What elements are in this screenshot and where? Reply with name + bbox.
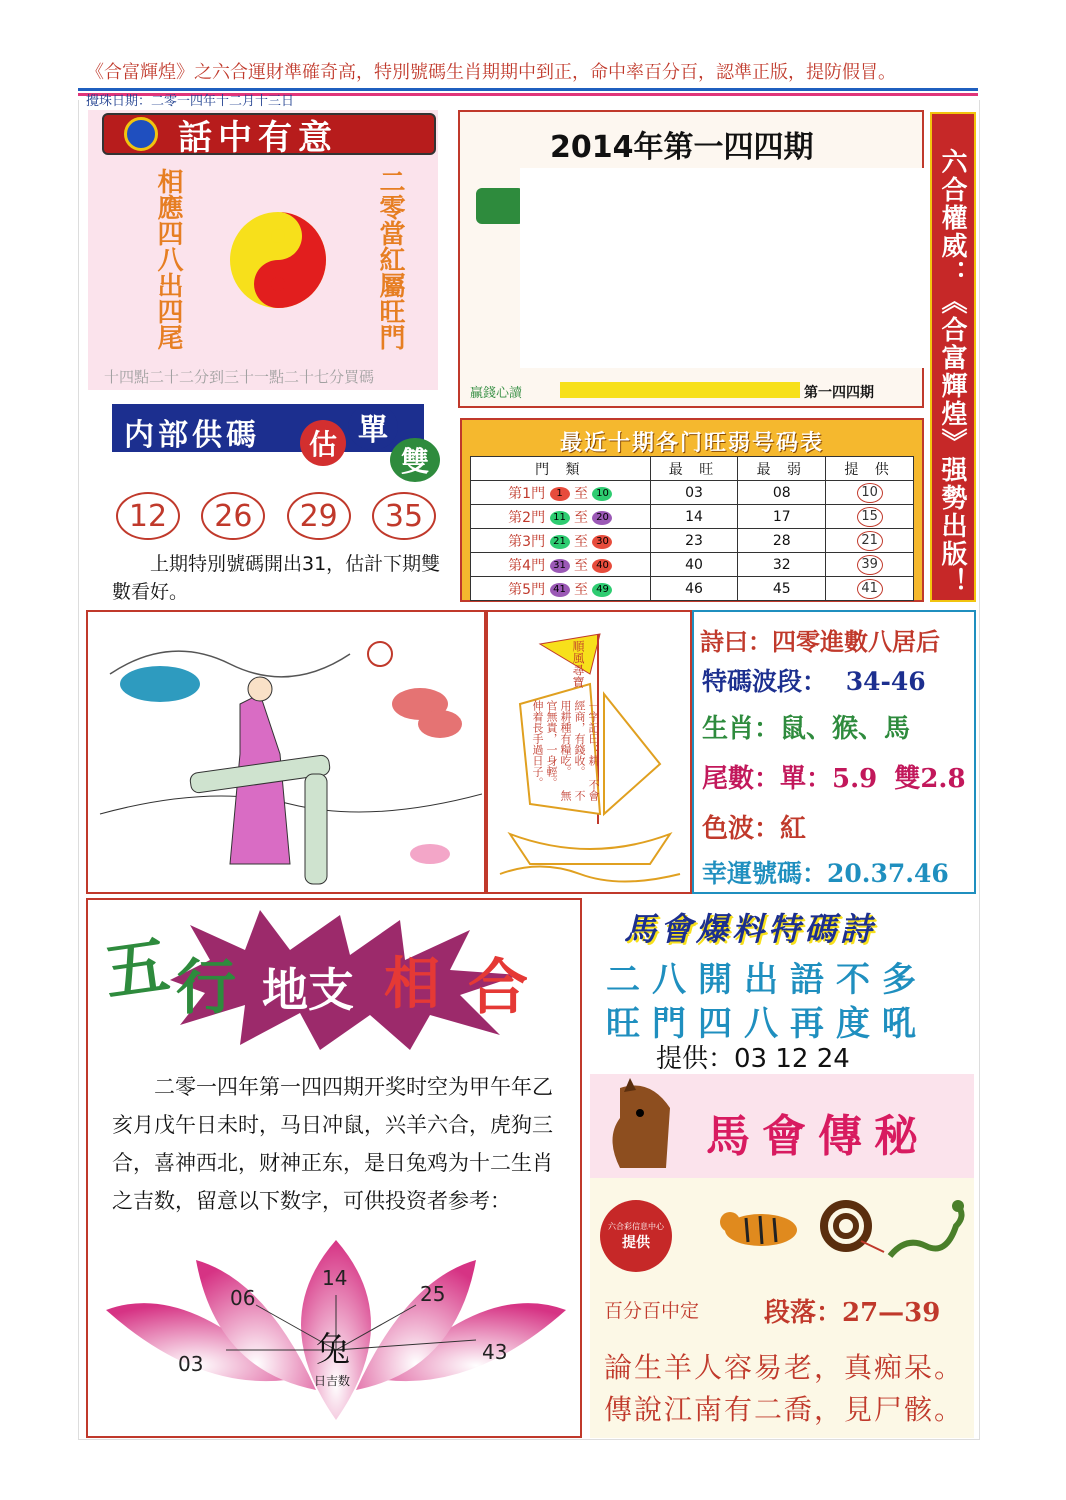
range-to-badge: 49	[592, 583, 612, 597]
range-sep: 至	[574, 581, 588, 598]
cold-cell: 17	[738, 505, 826, 529]
door-label-cell	[471, 481, 651, 505]
badge-double: 雙	[390, 438, 440, 482]
wuxing-title-1: 五	[99, 927, 174, 1012]
hot-cell: 40	[650, 553, 738, 577]
wuxing-body: 二零一四年第一四四期开奖时空为甲午年乙亥月戊午日未时，马日冲鼠，兴羊六合，虎狗三合，喜神西北，财神正东，是日兔鸡为十二生肖之吉数，留意以下数字，可供投资者参考：	[112, 1075, 553, 1213]
zodiac-row	[702, 708, 910, 745]
door-label-cell	[471, 577, 651, 601]
tail-double: 雙2.8	[894, 764, 966, 794]
range-sep: 至	[574, 509, 588, 526]
col-header: 門 類	[471, 457, 651, 481]
draw-date: 攪珠日期：二零一四年十二月十三日	[86, 94, 295, 109]
riddle-left-line: 相應四八出四尾	[153, 168, 183, 350]
lucky-row	[702, 854, 949, 890]
band-value: 34-46	[845, 667, 926, 696]
door-label-cell	[471, 505, 651, 529]
sail-flag: 順風尋寶	[571, 640, 585, 688]
pick-value: 10	[857, 483, 883, 503]
riddle-right-line: 二零當紅屬旺門	[375, 168, 405, 350]
tail-single: 單：5.9	[780, 764, 878, 794]
sure-text: 百分百中定	[604, 1300, 700, 1322]
horse-secret-title: 馬會傳秘	[706, 1111, 930, 1162]
door-label: 第5門	[508, 581, 546, 598]
band-row	[702, 662, 926, 698]
band-label: 特碼波段：	[702, 667, 828, 696]
table-row	[471, 577, 914, 601]
poem-line: 詩曰：四零進數八居后	[700, 627, 940, 656]
pick-value: 41	[857, 579, 883, 599]
horse-head-icon	[600, 1078, 676, 1174]
range-to-badge: 40	[592, 559, 612, 573]
horse-poem-title: 馬會爆料特碼詩	[624, 910, 877, 948]
internal-note: 上期特別號碼開出31，估計下期雙數看好。	[112, 553, 441, 603]
riddle-title: 話中有意	[178, 117, 338, 158]
badge-guess: 估	[300, 420, 346, 466]
masthead-win-label: 贏錢心讀	[470, 386, 523, 401]
range-to-badge: 10	[592, 487, 612, 501]
door-label-cell	[471, 553, 651, 577]
color-row	[702, 808, 806, 845]
cold-cell: 45	[738, 577, 826, 601]
tail-label: 尾數：	[702, 764, 781, 794]
internal-number: 29	[287, 492, 351, 540]
seal-stamp	[600, 1200, 672, 1272]
col-header: 最 弱	[738, 457, 826, 481]
horse-poem-line-2: 旺門四八再度吼	[606, 1004, 928, 1044]
lotus-center: 兔	[316, 1330, 350, 1370]
tiger-icon	[716, 1198, 806, 1258]
dragon-icon	[886, 1196, 970, 1270]
pick-cell	[826, 553, 914, 577]
door-label: 第4門	[508, 557, 546, 574]
door-label: 第2門	[508, 509, 546, 526]
horse-poem-provide: 提供：03 12 24	[656, 1044, 850, 1074]
range-sep: 至	[574, 485, 588, 502]
lucky-value: 20.37.46	[827, 859, 949, 888]
wuxing-title-2: 行	[176, 953, 236, 1023]
riddle-footer: 十四點二十二分到三十一點二十七分買碼	[104, 368, 375, 386]
pick-cell	[826, 505, 914, 529]
internal-number: 35	[372, 492, 436, 540]
col-header: 提 供	[826, 457, 914, 481]
lotus-number: 06	[230, 1286, 256, 1310]
pick-value: 21	[857, 531, 883, 551]
door-label-cell	[471, 529, 651, 553]
zodiac-value: 鼠、猴、馬	[780, 714, 911, 744]
internal-numbers	[116, 492, 436, 540]
range-from-badge: 41	[550, 583, 570, 597]
range-to-badge: 30	[592, 535, 612, 549]
riddle-title-bar	[102, 113, 436, 158]
pick-cell	[826, 481, 914, 505]
door-label: 第3門	[508, 533, 546, 550]
snake-icon	[816, 1196, 886, 1256]
yin-yang-icon	[228, 210, 328, 310]
table-row	[471, 529, 914, 553]
hot-cell: 23	[650, 529, 738, 553]
horse-poem-line-1: 二八開出語不多	[606, 960, 928, 1000]
wuxing-title-5: 合	[468, 953, 528, 1023]
masthead-issue: 2014年第一四四期	[550, 130, 814, 165]
range-from-badge: 11	[550, 511, 570, 525]
door-table-title: 最近十期各门旺弱号码表	[559, 430, 824, 456]
cold-cell: 08	[738, 481, 826, 505]
col-header: 最 旺	[650, 457, 738, 481]
secret-line-2: 傳說江南有二喬，見尸骸。	[604, 1393, 965, 1426]
color-value: 紅	[780, 814, 807, 844]
seal-ring-text: 六合彩信息中心	[608, 1221, 664, 1231]
tail-row	[702, 758, 966, 795]
internal-number: 26	[201, 492, 265, 540]
cold-cell: 28	[738, 529, 826, 553]
range-text: 段落：27—39	[764, 1298, 941, 1328]
masthead-image-placeholder	[520, 168, 924, 368]
internal-title: 内部供碼	[124, 418, 260, 453]
range-sep: 至	[574, 533, 588, 550]
seal-center-text: 提供	[622, 1234, 650, 1251]
internal-number: 12	[116, 492, 180, 540]
pick-value: 15	[857, 507, 883, 527]
range-from-badge: 31	[550, 559, 570, 573]
zodiac-label: 生肖：	[702, 714, 781, 744]
lotus-sub: 日吉数	[314, 1374, 351, 1388]
range-sep: 至	[574, 557, 588, 574]
secret-line-1: 論生羊人容易老，真痴呆。	[604, 1351, 965, 1384]
pick-cell	[826, 529, 914, 553]
cold-cell: 32	[738, 553, 826, 577]
badge-single: 單	[348, 404, 398, 450]
pick-cell	[826, 577, 914, 601]
wuxing-title-4: 相	[384, 951, 440, 1017]
side-banner-text: 六合權威：《合富輝煌》强勢出版！	[937, 148, 967, 596]
masthead-issue-small: 第一四四期	[804, 385, 874, 401]
door-label: 第1門	[508, 485, 546, 502]
range-from-badge: 21	[550, 535, 570, 549]
range-from-badge: 1	[550, 487, 570, 501]
hot-cell: 03	[650, 481, 738, 505]
logo-icon	[124, 117, 158, 151]
range-to-badge: 20	[592, 511, 612, 525]
lotus-number: 03	[178, 1352, 204, 1376]
lotus-number: 14	[322, 1266, 348, 1290]
lotus-number: 43	[482, 1340, 508, 1364]
pick-value: 39	[857, 555, 883, 575]
masthead-yellow-bar	[560, 382, 800, 398]
wuxing-title-3: 地支	[262, 963, 354, 1017]
door-table-panel	[460, 418, 924, 602]
lotus-number: 25	[420, 1282, 446, 1306]
table-row	[471, 553, 914, 577]
lady-by-stream-illustration	[90, 614, 482, 890]
table-row	[471, 505, 914, 529]
masthead-green-mark	[476, 188, 524, 224]
table-row	[471, 481, 914, 505]
hot-cell: 46	[650, 577, 738, 601]
sail-poem: 一字記曰：耕 不會經商，有錢收。 不用耕種有糧吃。 無官無貴，一身輕。 伸着長手過日子。	[531, 700, 600, 801]
slogan: 《合富輝煌》之六合運財準確奇高，特別號碼生肖期期中到正，命中率百分百，認準正版，提防假冒。	[86, 62, 896, 83]
lucky-label: 幸運號碼：	[702, 859, 828, 888]
door-table	[470, 456, 914, 601]
hot-cell: 14	[650, 505, 738, 529]
color-label: 色波：	[702, 814, 781, 844]
